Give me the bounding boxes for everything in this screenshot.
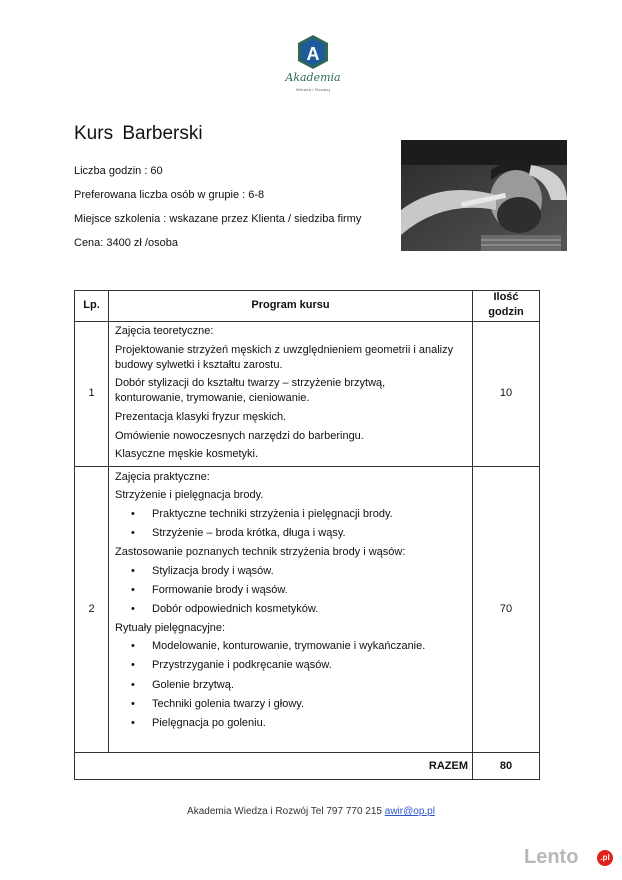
bullet-icon: •	[131, 679, 135, 691]
bullet-icon: •	[131, 527, 135, 539]
bullet-text: Formowanie brody i wąsów.	[152, 584, 288, 596]
lento-watermark: Lento	[524, 846, 579, 868]
lento-badge-icon: .pl	[597, 850, 613, 866]
bullet-icon: •	[131, 640, 135, 652]
bullet-icon: •	[131, 659, 135, 671]
logo-letter: A	[306, 44, 320, 64]
logo-script-text: Akademia	[285, 71, 341, 84]
row2-line: Strzyżenie i pielęgnacja brody.	[115, 489, 264, 501]
row2-line: Zajęcia praktyczne:	[115, 471, 210, 483]
bullet-text: Przystrzyganie i podkręcanie wąsów.	[152, 659, 332, 671]
logo-a-icon	[270, 33, 356, 73]
info-location: Miejsce szkolenia : wskazane przez Klienta / siedziba firmy	[74, 213, 362, 225]
total-label: RAZEM	[428, 760, 468, 772]
row2-line: Zastosowanie poznanych technik strzyżenia brody i wąsów:	[115, 546, 406, 558]
row1-line: Omówienie nowoczesnych narzędzi do barberingu.	[115, 430, 364, 442]
footer	[0, 806, 622, 817]
header-hours-line1: Ilość	[493, 291, 519, 303]
info-group-size: Preferowana liczba osób w grupie : 6-8	[74, 189, 265, 201]
bullet-text: Modelowanie, konturowanie, trymowanie i wykańczanie.	[152, 640, 426, 652]
bullet-text: Stylizacja brody i wąsów.	[152, 565, 274, 577]
footer-contact: Akademia Wiedza i Rozwój Tel 797 770 215	[187, 806, 385, 817]
bullet-text: Pielęgnacja po goleniu.	[152, 717, 266, 729]
barber-photo-image	[401, 140, 567, 251]
bullet-icon: •	[131, 565, 135, 577]
row1-line: Projektowanie strzyżeń męskich z uwzględnieniem geometrii i analizy	[115, 344, 454, 356]
page-title: Kurs Barberski	[74, 123, 203, 144]
academy-logo	[270, 33, 356, 103]
row1-hours: 10	[499, 387, 513, 399]
info-price: Cena: 3400 zł /osoba	[74, 237, 178, 249]
header-program: Program kursu	[251, 299, 330, 311]
footer-email-link[interactable]: awir@op.pl	[384, 806, 435, 817]
barber-photo	[401, 140, 567, 251]
bullet-icon: •	[131, 698, 135, 710]
bullet-text: Techniki golenia twarzy i głowy.	[152, 698, 305, 710]
bullet-text: Golenie brzytwą.	[152, 679, 234, 691]
row2-line: Rytuały pielęgnacyjne:	[115, 622, 226, 634]
bullet-text: Dobór odpowiednich kosmetyków.	[152, 603, 319, 615]
info-hours: Liczba godzin : 60	[74, 165, 163, 177]
bullet-text: Praktyczne techniki strzyżenia i pielęgnacji brody.	[152, 508, 393, 520]
bullet-icon: •	[131, 508, 135, 520]
row2-hours: 70	[499, 603, 513, 615]
row1-line: Zajęcia teoretyczne:	[115, 325, 214, 337]
header-hours-line2: godzin	[488, 306, 524, 318]
total-value: 80	[499, 760, 513, 772]
row1-line: Klasyczne męskie kosmetyki.	[115, 448, 259, 460]
bullet-icon: •	[131, 584, 135, 596]
row1-line: konturowanie, trymowanie, cieniowanie.	[115, 392, 310, 404]
header-lp: Lp.	[83, 299, 100, 311]
bullet-icon: •	[131, 603, 135, 615]
bullet-text: Strzyżenie – broda krótka, długa i wąsy.	[152, 527, 346, 539]
row1-line: Dobór stylizacji do kształtu twarzy – strzyżenie brzytwą,	[115, 377, 386, 389]
logo-subtitle: Wiedza i Rozwój	[295, 87, 331, 92]
row1-line: budowy sylwetki i kształtu zarostu.	[115, 359, 283, 371]
row1-line: Prezentacja klasyki fryzur męskich.	[115, 411, 287, 423]
row1-lp: 1	[88, 387, 95, 399]
row2-lp: 2	[88, 603, 95, 615]
bullet-icon: •	[131, 717, 135, 729]
